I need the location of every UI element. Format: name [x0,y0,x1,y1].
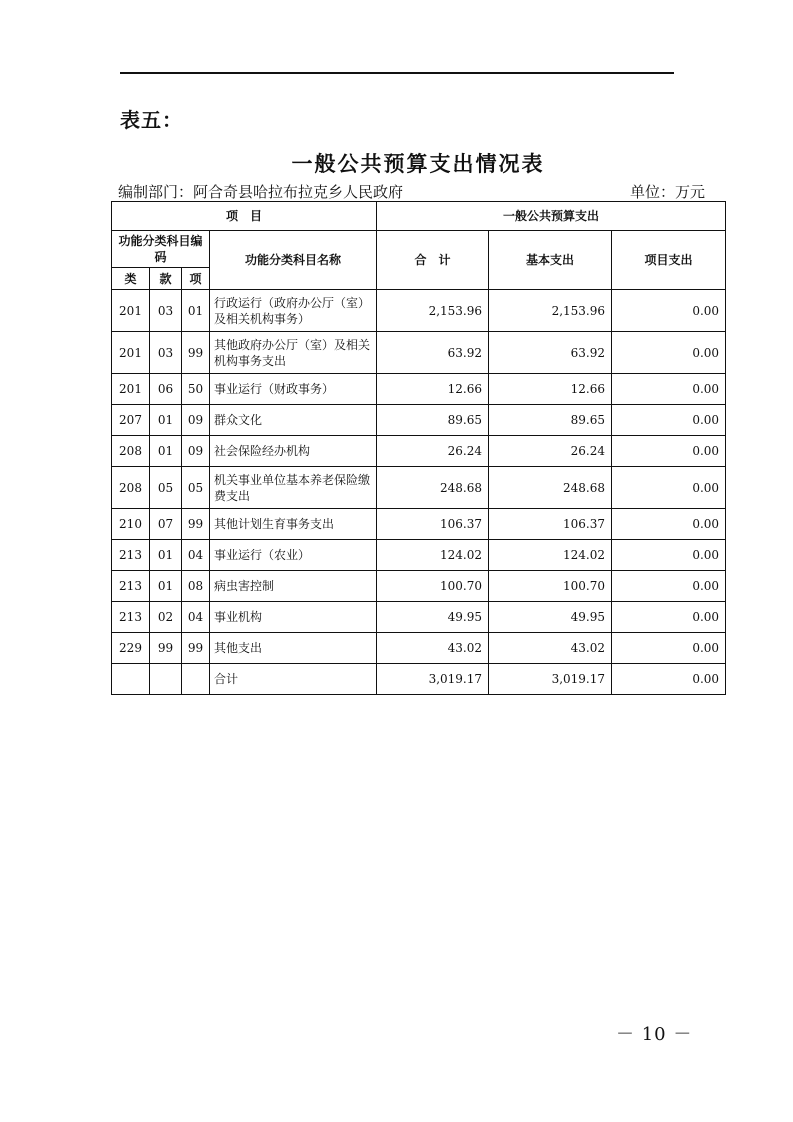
lei-cell: 210 [112,509,150,540]
lei-cell: 208 [112,467,150,509]
project-cell: 0.00 [612,290,726,332]
header-row-2 [112,231,726,268]
summary-label: 合计 [210,664,377,695]
header-rule [120,72,674,74]
basic-cell: 49.95 [489,602,612,633]
kuan-header: 款 [150,268,182,290]
project-cell: 0.00 [612,571,726,602]
basic-cell: 106.37 [489,509,612,540]
project-cell: 0.00 [612,602,726,633]
kuan-cell: 99 [150,633,182,664]
name-cell: 病虫害控制 [210,571,377,602]
header-row-1 [112,202,726,231]
kuan-cell: 06 [150,374,182,405]
basic-cell: 43.02 [489,633,612,664]
document-title: 一般公共预算支出情况表 [291,152,545,176]
basic-cell: 63.92 [489,332,612,374]
total-cell: 26.24 [377,436,489,467]
empty-cell [150,664,182,695]
table-row [112,290,726,332]
department-label: 编制部门：阿合奇县哈拉布拉克乡人民政府 [118,183,404,201]
total-cell: 124.02 [377,540,489,571]
project-cell: 0.00 [612,436,726,467]
xiang-cell: 99 [182,509,210,540]
total-cell: 248.68 [377,467,489,509]
lei-cell: 201 [112,374,150,405]
total-cell: 100.70 [377,571,489,602]
page-number: － 10 － [616,1024,693,1045]
lei-cell: 229 [112,633,150,664]
project-cell: 0.00 [612,332,726,374]
xiang-cell: 50 [182,374,210,405]
kuan-cell: 02 [150,602,182,633]
total-cell: 43.02 [377,633,489,664]
name-cell: 其他政府办公厅（室）及相关机构事务支出 [210,332,377,374]
total-cell: 106.37 [377,509,489,540]
project-cell: 0.00 [612,405,726,436]
project-cell: 0.00 [612,509,726,540]
lei-header: 类 [112,268,150,290]
name-cell: 社会保险经办机构 [210,436,377,467]
xiang-cell: 08 [182,571,210,602]
name-cell: 群众文化 [210,405,377,436]
total-cell: 2,153.96 [377,290,489,332]
table-row [112,633,726,664]
kuan-cell: 01 [150,540,182,571]
total-cell: 63.92 [377,332,489,374]
basic-cell: 2,153.96 [489,290,612,332]
name-cell: 其他支出 [210,633,377,664]
table-row [112,602,726,633]
xiang-cell: 04 [182,602,210,633]
name-cell: 事业机构 [210,602,377,633]
total-cell: 12.66 [377,374,489,405]
lei-cell: 213 [112,540,150,571]
xiang-cell: 99 [182,332,210,374]
item-header: 项 目 [112,202,377,231]
total-header: 合 计 [377,231,489,290]
name-header: 功能分类科目名称 [210,231,377,290]
basic-cell: 248.68 [489,467,612,509]
kuan-cell: 01 [150,571,182,602]
summary-project: 0.00 [612,664,726,695]
project-cell: 0.00 [612,467,726,509]
lei-cell: 213 [112,571,150,602]
xiang-header: 项 [182,268,210,290]
total-cell: 89.65 [377,405,489,436]
kuan-cell: 03 [150,332,182,374]
xiang-cell: 04 [182,540,210,571]
empty-cell [112,664,150,695]
lei-cell: 201 [112,332,150,374]
kuan-cell: 01 [150,436,182,467]
xiang-cell: 09 [182,405,210,436]
basic-cell: 26.24 [489,436,612,467]
summary-row [112,664,726,695]
table-row [112,405,726,436]
lei-cell: 208 [112,436,150,467]
kuan-cell: 01 [150,405,182,436]
basic-cell: 12.66 [489,374,612,405]
table-row [112,467,726,509]
name-cell: 事业运行（农业） [210,540,377,571]
project-cell: 0.00 [612,540,726,571]
table-row [112,332,726,374]
xiang-cell: 09 [182,436,210,467]
xiang-cell: 99 [182,633,210,664]
table-row [112,436,726,467]
summary-basic: 3,019.17 [489,664,612,695]
name-cell: 其他计划生育事务支出 [210,509,377,540]
lei-cell: 201 [112,290,150,332]
xiang-cell: 05 [182,467,210,509]
lei-cell: 213 [112,602,150,633]
budget-group-header: 一般公共预算支出 [377,202,726,231]
basic-cell: 89.65 [489,405,612,436]
total-cell: 49.95 [377,602,489,633]
xiang-cell: 01 [182,290,210,332]
code-group-header: 功能分类科目编码 [112,231,210,268]
empty-cell [182,664,210,695]
table-row [112,571,726,602]
project-cell: 0.00 [612,374,726,405]
table-row [112,509,726,540]
name-cell: 机关事业单位基本养老保险缴费支出 [210,467,377,509]
budget-expenditure-table [111,201,726,695]
lei-cell: 207 [112,405,150,436]
kuan-cell: 05 [150,467,182,509]
name-cell: 行政运行（政府办公厅（室）及相关机构事务） [210,290,377,332]
basic-header: 基本支出 [489,231,612,290]
table-label: 表五： [120,108,183,132]
unit-label: 单位：万元 [630,183,706,201]
kuan-cell: 07 [150,509,182,540]
summary-total: 3,019.17 [377,664,489,695]
table-row [112,374,726,405]
project-cell: 0.00 [612,633,726,664]
project-header: 项目支出 [612,231,726,290]
kuan-cell: 03 [150,290,182,332]
table-row [112,540,726,571]
basic-cell: 124.02 [489,540,612,571]
basic-cell: 100.70 [489,571,612,602]
name-cell: 事业运行（财政事务） [210,374,377,405]
